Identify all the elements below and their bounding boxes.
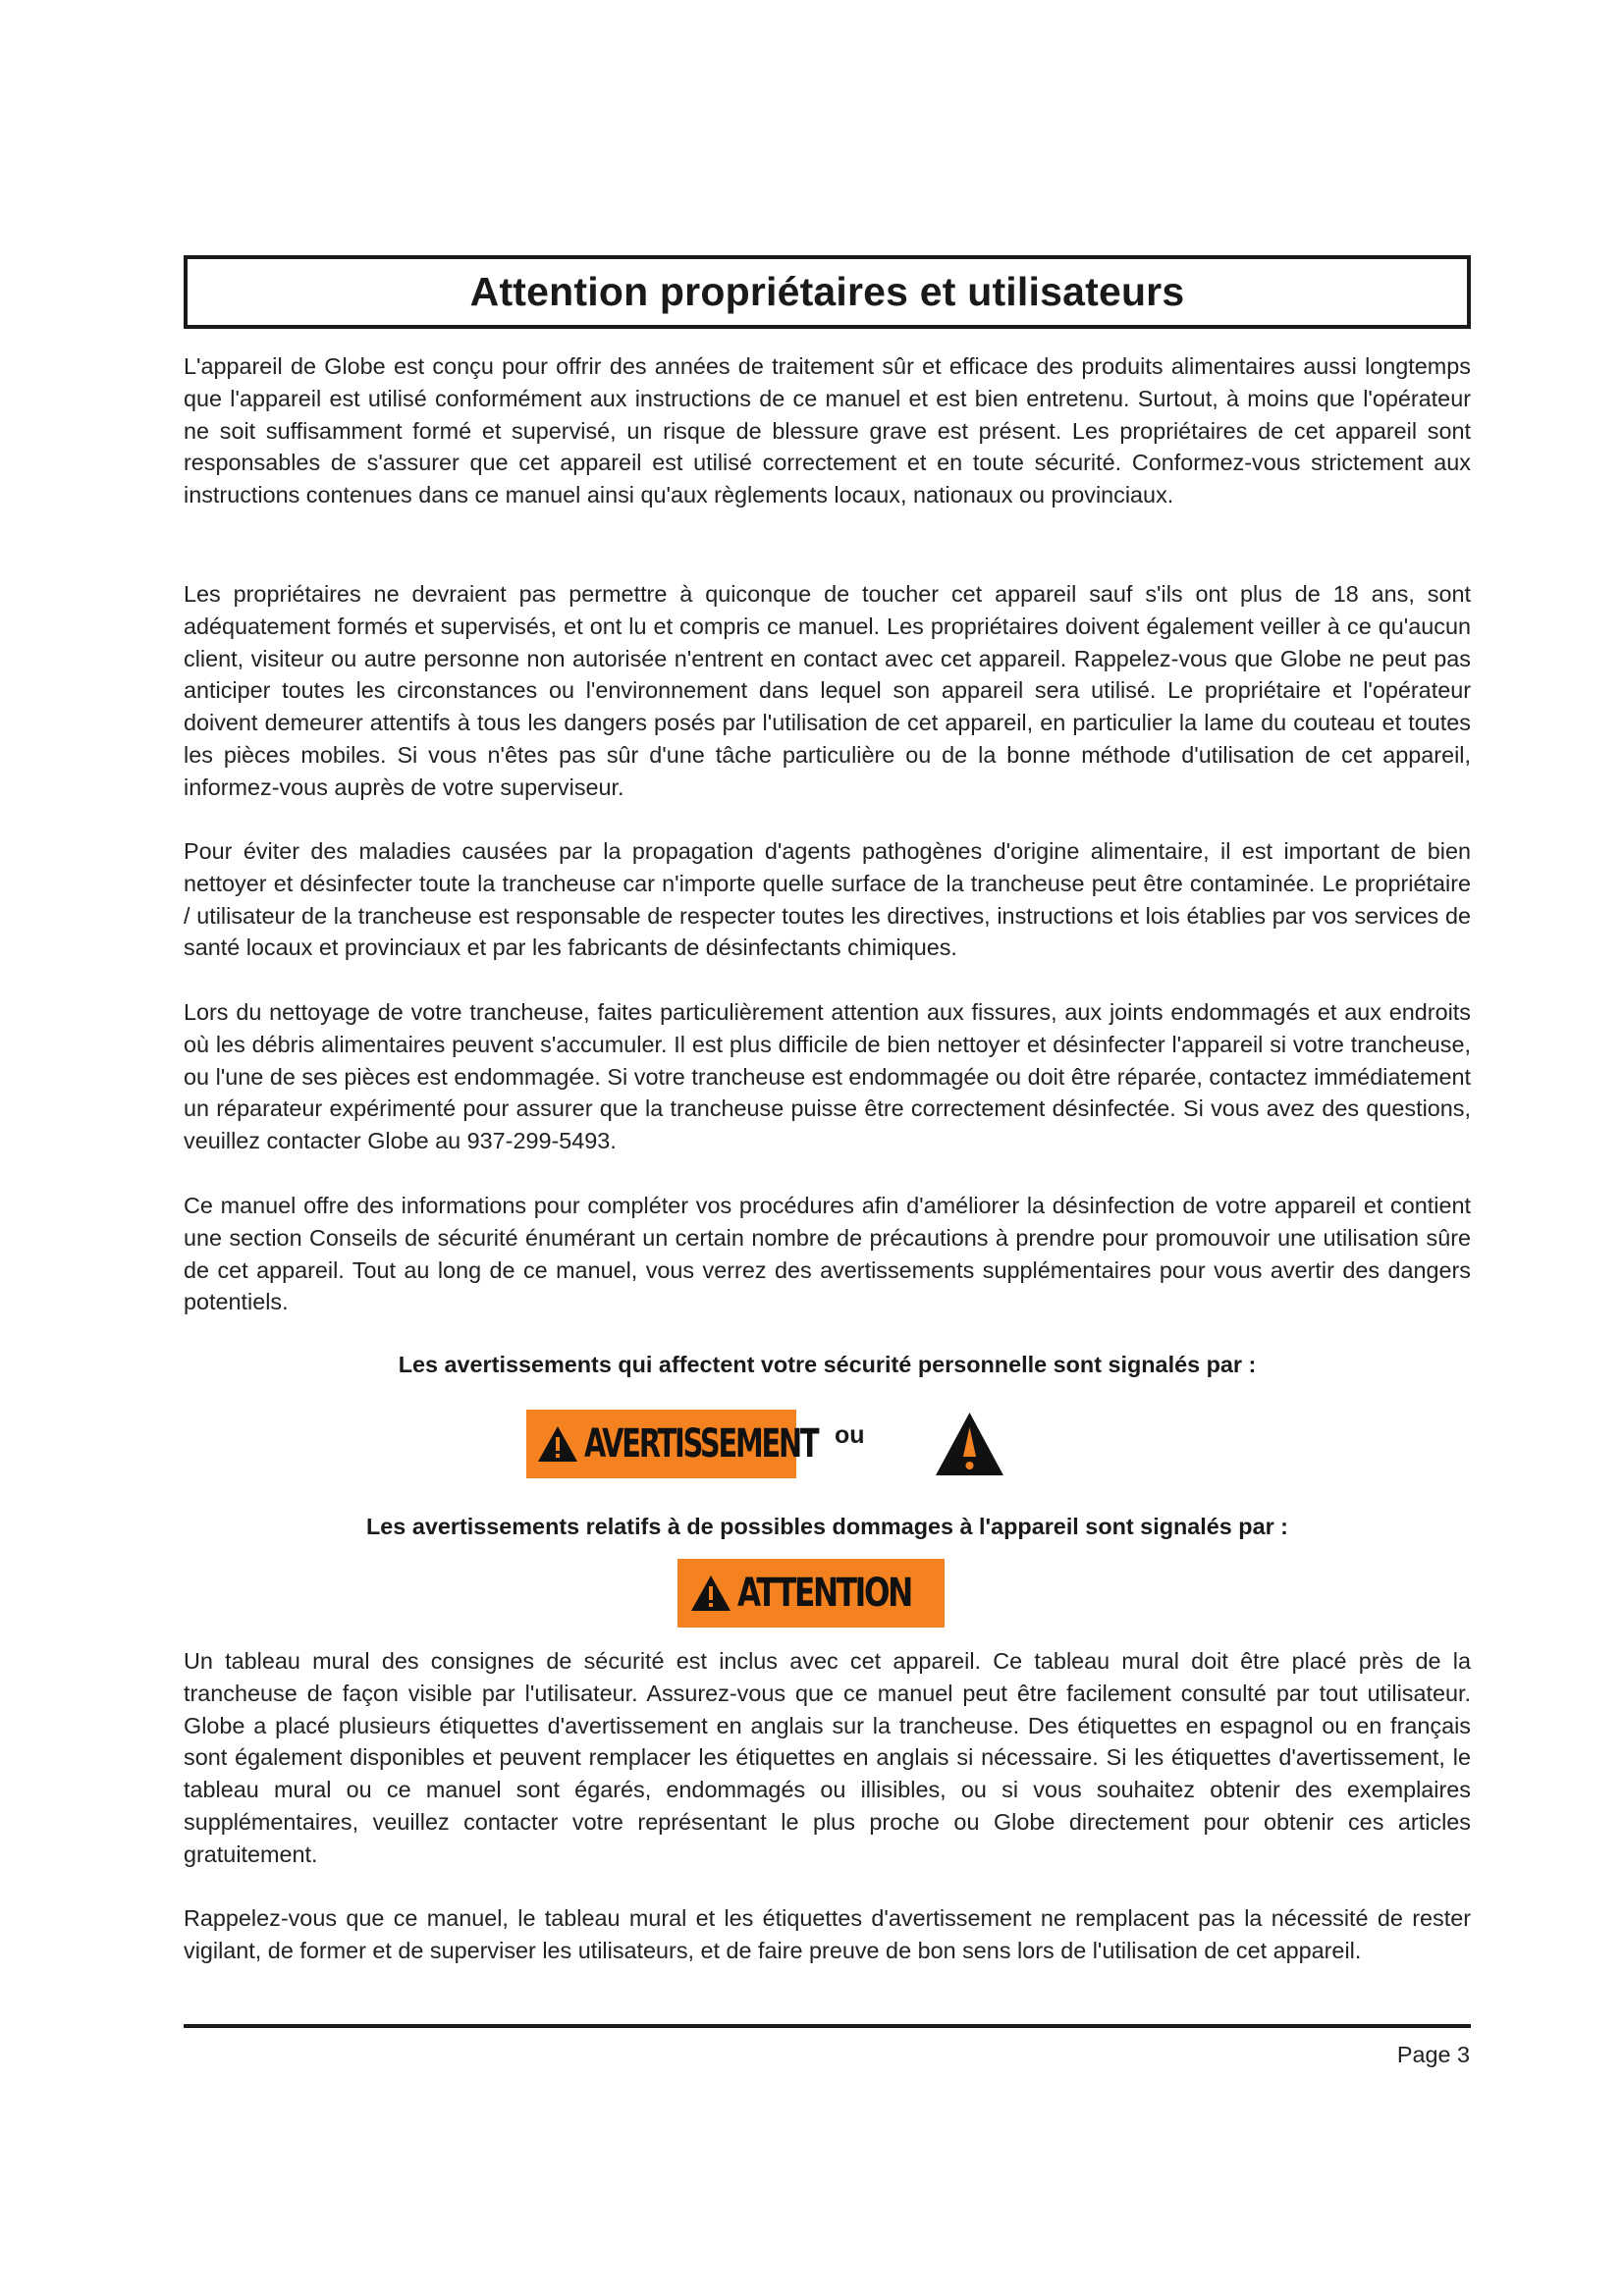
footer-divider: [184, 2024, 1471, 2028]
caption-personal-safety: Les avertissements qui affectent votre sécurité personnelle sont signalés par :: [398, 1352, 1257, 1377]
paragraph-cleaning: Lors du nettoyage de votre trancheuse, faites particulièrement attention aux fissures, aux joints endommagés et aux endroits où les débris alimentaires peuvent s'accumuler. Il est plus difficile de bien nettoyer et désinfecter l'appareil si votre trancheuse, ou l'une de ses pièces est endommagée. Si votre trancheuse est endommagée ou doit être réparée, contactez immédiatement un réparateur expérimenté pour assurer que la trancheuse puisse être correctement désinfectée. Si vous avez des questions, veuillez contacter Globe au 937-299-5493.: [184, 999, 1471, 1154]
paragraph-owners: Les propriétaires ne devraient pas permettre à quiconque de toucher cet appareil sauf s'ils ont plus de 18 ans, sont adéquatement formés et supervisés, et ont lu et compris ce manuel. Les propriétaires doivent également veiller à ce qu'aucun client, visiteur ou autre personne non autorisée n'entrent en contact avec cet appareil. Rappelez-vous que Globe ne peut pas anticiper toutes les circonstances ou l'environnement dans lequel son appareil sera utilisé. Le propriétaire et l'opérateur doivent demeurer attentifs à tous les dangers posés par l'utilisation de cet appareil, en particulier la lame du couteau et toutes les pièces mobiles. Si vous n'êtes pas sûr d'une tâche particulière ou de la bonne méthode d'utilisation de cet appareil, informez-vous auprès de votre superviseur.: [184, 581, 1471, 800]
attention-badge-label: ATTENTION: [736, 1571, 911, 1616]
paragraph-reminder: Rappelez-vous que ce manuel, le tableau mural et les étiquettes d'avertissement ne remplacent pas la nécessité de rester vigilant, de former et de superviser les utilisateurs, et de faire preuve de bon sens lors de l'utilisation de cet appareil.: [184, 1905, 1471, 1963]
title-box: [184, 255, 1471, 329]
paragraph-disease: Pour éviter des maladies causées par la propagation d'agents pathogènes d'origine alimentaire, il est important de bien nettoyer et désinfecter toute la trancheuse car n'importe quelle surface de la trancheuse peut être contaminée. Le propriétaire / utilisateur de la trancheuse est responsable de respecter toutes les directives, instructions et lois établies par vos services de santé locaux et provinciaux et par les fabricants de désinfectants chimiques.: [184, 838, 1471, 961]
paragraph-wall-chart: Un tableau mural des consignes de sécurité est inclus avec cet appareil. Ce tableau mural doit être placé près de la trancheuse de façon visible par l'utilisateur. Assurez-vous que ce manuel peut être facilement consulté par tout utilisateur. Globe a placé plusieurs étiquettes d'avertissement en anglais sur la trancheuse. Des étiquettes en espagnol ou en français sont également disponibles et peuvent remplacer les étiquettes en anglais si nécessaire. Si les étiquettes d'avertissement, le tableau mural ou ce manuel sont égarés, endommagés ou illisibles, ou si vous souhaitez obtenir des exemplaires supplémentaires, veuillez contacter votre représentant le plus proche ou Globe directement pour obtenir ces articles gratuitement.: [184, 1648, 1471, 1867]
paragraph-manual: Ce manuel offre des informations pour compléter vos procédures afin d'améliorer la désinfection de votre appareil et contient une section Conseils de sécurité énumérant un certain nombre de précautions à prendre pour promouvoir une utilisation sûre de cet appareil. Tout au long de ce manuel, vous verrez des avertissements supplémentaires pour vous avertir des dangers potentiels.: [184, 1193, 1471, 1315]
warning-badge-label: AVERTISSEMENT: [584, 1421, 818, 1467]
warning-triangle-icon: [933, 1410, 1006, 1478]
page-title: Attention propriétaires et utilisateurs: [469, 269, 1185, 314]
warning-badge: [526, 1410, 818, 1478]
warning-triangle-icon: [536, 1424, 579, 1464]
paragraph-intro: L'appareil de Globe est conçu pour offrir des années de traitement sûr et efficace des produits alimentaires aussi longtemps que l'appareil est utilisé conformément aux instructions de ce manuel et est bien entretenu. Surtout, à moins que l'opérateur ne soit suffisamment formé et supervisé, un risque de blessure grave est présent. Les propriétaires de cet appareil sont responsables de s'assurer que cet appareil est utilisé correctement et en toute sécurité. Conformez-vous strictement aux instructions contenues dans ce manuel ainsi qu'aux règlements locaux, nationaux ou provinciaux.: [184, 353, 1471, 508]
warning-triangle-icon: [689, 1574, 732, 1613]
page-number: Page 3: [1396, 2042, 1470, 2067]
attention-badge: [677, 1559, 945, 1628]
or-word: ou: [835, 1421, 865, 1449]
caption-equipment-damage: Les avertissements relatifs à de possibles dommages à l'appareil sont signalés par :: [366, 1514, 1288, 1539]
